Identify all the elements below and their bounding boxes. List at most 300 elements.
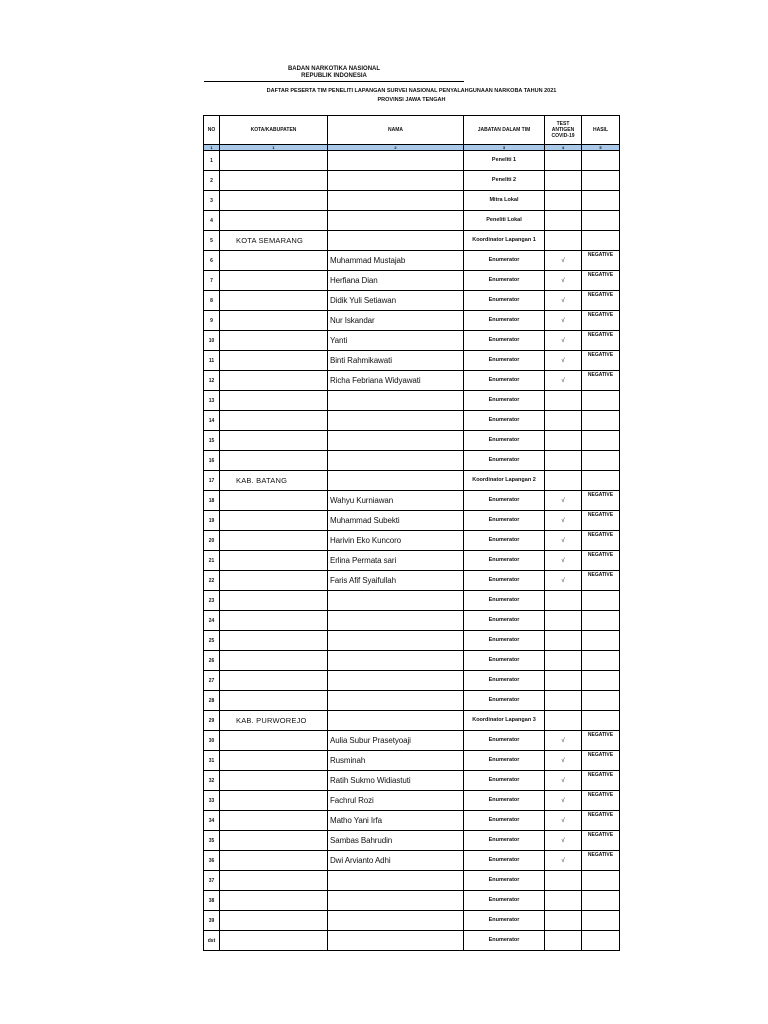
cell-jabatan: Enumerator [464,571,545,591]
cell-nama [328,171,464,191]
cell-test-antigen: √ [545,571,582,591]
cell-hasil [582,911,620,931]
cell-hasil [582,651,620,671]
cell-no: 36 [204,851,220,871]
cell-test-antigen [545,911,582,931]
cell-kota [220,511,328,531]
cell-test-antigen: √ [545,791,582,811]
cell-hasil: NEGATIVE [582,811,620,831]
table-row [204,811,620,831]
cell-test-antigen [545,691,582,711]
cell-kota [220,891,328,911]
cell-no: 38 [204,891,220,911]
cell-test-antigen: √ [545,771,582,791]
cell-nama [328,471,464,491]
table-row [204,691,620,711]
cell-kota [220,791,328,811]
cell-hasil [582,391,620,411]
cell-hasil [582,151,620,171]
cell-kota [220,731,328,751]
cell-nama: Faris Afif Syaifullah [328,571,464,591]
cell-jabatan: Enumerator [464,911,545,931]
participants-table [203,115,620,951]
cell-test-antigen: √ [545,731,582,751]
cell-hasil: NEGATIVE [582,831,620,851]
cell-test-antigen: √ [545,371,582,391]
cell-test-antigen: √ [545,851,582,871]
document-title: DAFTAR PESERTA TIM PENELITI LAPANGAN SURVEI NASIONAL PENYALAHGUNAAN NARKOBA TAHUN 2021 [266,88,557,94]
cell-hasil [582,711,620,731]
cell-no: 31 [204,751,220,771]
cell-jabatan: Enumerator [464,411,545,431]
cell-hasil [582,611,620,631]
table-row [204,191,620,211]
cell-hasil [582,191,620,211]
cell-test-antigen [545,171,582,191]
cell-nama [328,591,464,611]
cell-kota: KOTA SEMARANG [220,231,328,251]
cell-hasil [582,891,620,911]
cell-jabatan: Mitra Lokal [464,191,545,211]
table-row [204,311,620,331]
cell-kota [220,331,328,351]
table-row [204,531,620,551]
cell-hasil [582,631,620,651]
cell-hasil [582,411,620,431]
cell-jabatan: Enumerator [464,511,545,531]
cell-kota [220,371,328,391]
cell-test-antigen: √ [545,271,582,291]
cell-kota [220,171,328,191]
cell-kota [220,671,328,691]
table-row [204,271,620,291]
cell-kota [220,771,328,791]
cell-nama: Richa Febriana Widyawati [328,371,464,391]
document-subtitle: PROVINSI JAWA TENGAH [377,97,446,103]
cell-no: 24 [204,611,220,631]
cell-nama: Muhammad Mustajab [328,251,464,271]
cell-no: 26 [204,651,220,671]
table-row [204,631,620,651]
cell-kota [220,911,328,931]
cell-jabatan: Enumerator [464,831,545,851]
cell-hasil: NEGATIVE [582,291,620,311]
col-header-hasil: HASIL [582,116,620,145]
table-row [204,391,620,411]
cell-kota [220,271,328,291]
cell-no: 4 [204,211,220,231]
cell-kota [220,431,328,451]
cell-jabatan: Koordinator Lapangan 2 [464,471,545,491]
cell-no: 34 [204,811,220,831]
table-header-row [204,116,620,145]
cell-nama [328,211,464,231]
cell-nama [328,231,464,251]
cell-kota [220,311,328,331]
cell-no: 32 [204,771,220,791]
cell-hasil [582,171,620,191]
cell-test-antigen [545,451,582,471]
cell-hasil: NEGATIVE [582,571,620,591]
cell-nama: Dwi Arvianto Adhi [328,851,464,871]
cell-nama [328,391,464,411]
table-body [204,151,620,951]
cell-hasil [582,671,620,691]
col-header-no: NO [204,116,220,145]
cell-hasil: NEGATIVE [582,351,620,371]
cell-jabatan: Enumerator [464,671,545,691]
cell-no: 14 [204,411,220,431]
cell-kota [220,411,328,431]
cell-test-antigen [545,711,582,731]
cell-hasil [582,211,620,231]
table-row [204,651,620,671]
cell-test-antigen [545,671,582,691]
cell-no: 15 [204,431,220,451]
cell-hasil: NEGATIVE [582,731,620,751]
cell-nama [328,691,464,711]
cell-test-antigen: √ [545,751,582,771]
cell-nama [328,931,464,951]
table-row [204,371,620,391]
table-row [204,151,620,171]
cell-jabatan: Enumerator [464,891,545,911]
cell-test-antigen: √ [545,251,582,271]
table-row [204,571,620,591]
cell-nama [328,711,464,731]
cell-nama [328,651,464,671]
col-header-test: TEST ANTIGEN COVID-19 [545,116,582,145]
cell-nama: Wahyu Kurniawan [328,491,464,511]
cell-no: 33 [204,791,220,811]
cell-nama [328,671,464,691]
cell-kota [220,191,328,211]
cell-test-antigen: √ [545,811,582,831]
cell-nama [328,891,464,911]
cell-test-antigen [545,931,582,951]
cell-no: 29 [204,711,220,731]
cell-test-antigen [545,871,582,891]
cell-jabatan: Enumerator [464,491,545,511]
table-row [204,451,620,471]
cell-test-antigen [545,591,582,611]
table-row [204,171,620,191]
cell-no: 25 [204,631,220,651]
cell-hasil: NEGATIVE [582,491,620,511]
cell-test-antigen [545,151,582,171]
cell-nama: Sambas Bahrudin [328,831,464,851]
table-row [204,431,620,451]
cell-no: 17 [204,471,220,491]
cell-jabatan: Enumerator [464,651,545,671]
cell-kota [220,691,328,711]
cell-nama: Muhammad Subekti [328,511,464,531]
cell-hasil [582,451,620,471]
cell-test-antigen: √ [545,291,582,311]
cell-no: 27 [204,671,220,691]
cell-kota [220,251,328,271]
cell-kota [220,611,328,631]
cell-no: 28 [204,691,220,711]
cell-kota [220,871,328,891]
cell-kota [220,451,328,471]
cell-nama [328,911,464,931]
cell-no: 3 [204,191,220,211]
cell-nama [328,431,464,451]
cell-jabatan: Enumerator [464,851,545,871]
cell-no: 8 [204,291,220,311]
cell-no: 23 [204,591,220,611]
table-row [204,851,620,871]
cell-kota [220,571,328,591]
cell-kota: KAB. PURWOREJO [220,711,328,731]
cell-hasil [582,931,620,951]
cell-hasil: NEGATIVE [582,851,620,871]
cell-jabatan: Enumerator [464,311,545,331]
cell-jabatan: Koordinator Lapangan 3 [464,711,545,731]
cell-jabatan: Enumerator [464,611,545,631]
cell-jabatan: Enumerator [464,871,545,891]
cell-no: dst [204,931,220,951]
cell-test-antigen [545,191,582,211]
cell-jabatan: Enumerator [464,691,545,711]
cell-test-antigen: √ [545,311,582,331]
cell-jabatan: Enumerator [464,751,545,771]
cell-hasil: NEGATIVE [582,791,620,811]
cell-kota [220,151,328,171]
table-row [204,291,620,311]
cell-no: 1 [204,151,220,171]
col-number: 1 [204,145,220,151]
table-row [204,891,620,911]
cell-no: 37 [204,871,220,891]
cell-jabatan: Enumerator [464,431,545,451]
table-row [204,711,620,731]
cell-jabatan: Enumerator [464,731,545,751]
cell-no: 6 [204,251,220,271]
cell-hasil [582,431,620,451]
table-row [204,771,620,791]
cell-nama [328,411,464,431]
cell-hasil: NEGATIVE [582,551,620,571]
table-row [204,251,620,271]
cell-nama: Rusminah [328,751,464,771]
cell-no: 13 [204,391,220,411]
cell-no: 18 [204,491,220,511]
cell-nama [328,611,464,631]
table-row [204,671,620,691]
cell-jabatan: Peneliti Lokal [464,211,545,231]
table-row [204,551,620,571]
table-row [204,511,620,531]
cell-nama: Yanti [328,331,464,351]
cell-no: 21 [204,551,220,571]
cell-jabatan: Enumerator [464,291,545,311]
cell-kota [220,591,328,611]
cell-kota [220,531,328,551]
cell-jabatan: Enumerator [464,591,545,611]
cell-nama [328,191,464,211]
cell-no: 30 [204,731,220,751]
cell-test-antigen [545,631,582,651]
cell-test-antigen [545,431,582,451]
cell-kota [220,751,328,771]
cell-hasil [582,691,620,711]
cell-nama: Harivin Eko Kuncoro [328,531,464,551]
cell-test-antigen [545,611,582,631]
cell-no: 10 [204,331,220,351]
cell-jabatan: Peneliti 1 [464,151,545,171]
cell-hasil: NEGATIVE [582,251,620,271]
cell-no: 12 [204,371,220,391]
cell-kota [220,631,328,651]
cell-jabatan: Enumerator [464,331,545,351]
col-number: 2 [328,145,464,151]
cell-nama: Erlina Permata sari [328,551,464,571]
cell-jabatan: Koordinator Lapangan 1 [464,231,545,251]
cell-kota [220,351,328,371]
table-row [204,231,620,251]
table-row [204,831,620,851]
cell-jabatan: Enumerator [464,931,545,951]
cell-hasil [582,591,620,611]
cell-hasil: NEGATIVE [582,771,620,791]
cell-test-antigen: √ [545,331,582,351]
table-row [204,491,620,511]
cell-jabatan: Enumerator [464,271,545,291]
cell-nama: Herfiana Dian [328,271,464,291]
table-row [204,211,620,231]
table-row [204,791,620,811]
cell-jabatan: Enumerator [464,351,545,371]
cell-jabatan: Enumerator [464,551,545,571]
cell-hasil: NEGATIVE [582,751,620,771]
cell-test-antigen: √ [545,511,582,531]
cell-test-antigen: √ [545,351,582,371]
cell-test-antigen [545,211,582,231]
cell-hasil: NEGATIVE [582,271,620,291]
cell-nama: Aulia Subur Prasetyoaji [328,731,464,751]
table-row [204,911,620,931]
table-row [204,331,620,351]
cell-kota: KAB. BATANG [220,471,328,491]
col-number: 4 [545,145,582,151]
table-row [204,751,620,771]
cell-test-antigen [545,651,582,671]
cell-hasil: NEGATIVE [582,531,620,551]
cell-kota [220,391,328,411]
cell-nama: Binti Rahmikawati [328,351,464,371]
cell-no: 22 [204,571,220,591]
cell-no: 20 [204,531,220,551]
col-number: 3 [464,145,545,151]
cell-no: 39 [204,911,220,931]
cell-no: 19 [204,511,220,531]
cell-hasil [582,871,620,891]
cell-kota [220,811,328,831]
col-header-jabatan: JABATAN DALAM TIM [464,116,545,145]
cell-hasil [582,471,620,491]
cell-test-antigen [545,391,582,411]
cell-nama [328,451,464,471]
cell-no: 11 [204,351,220,371]
cell-jabatan: Enumerator [464,251,545,271]
cell-hasil: NEGATIVE [582,311,620,331]
cell-jabatan: Enumerator [464,771,545,791]
cell-no: 2 [204,171,220,191]
cell-kota [220,831,328,851]
cell-jabatan: Enumerator [464,631,545,651]
cell-kota [220,651,328,671]
cell-test-antigen: √ [545,831,582,851]
cell-no: 5 [204,231,220,251]
table-row [204,731,620,751]
cell-hasil: NEGATIVE [582,331,620,351]
cell-kota [220,211,328,231]
cell-nama [328,871,464,891]
cell-nama [328,631,464,651]
cell-no: 9 [204,311,220,331]
cell-kota [220,931,328,951]
table-row [204,591,620,611]
cell-test-antigen: √ [545,551,582,571]
cell-test-antigen [545,891,582,911]
table-row [204,871,620,891]
col-number: 1 [220,145,328,151]
cell-kota [220,851,328,871]
cell-jabatan: Enumerator [464,531,545,551]
table-row [204,411,620,431]
cell-jabatan: Enumerator [464,811,545,831]
cell-hasil: NEGATIVE [582,511,620,531]
cell-jabatan: Peneliti 2 [464,171,545,191]
organization-name: BADAN NARKOTIKA NASIONAL [287,66,381,72]
col-header-kota: KOTA/KABUPATEN [220,116,328,145]
col-number: 5 [582,145,620,151]
cell-test-antigen [545,231,582,251]
cell-jabatan: Enumerator [464,451,545,471]
table-row [204,611,620,631]
cell-no: 35 [204,831,220,851]
cell-kota [220,551,328,571]
cell-nama: Fachrul Rozi [328,791,464,811]
table-row [204,351,620,371]
cell-jabatan: Enumerator [464,791,545,811]
cell-test-antigen [545,411,582,431]
cell-jabatan: Enumerator [464,391,545,411]
cell-nama: Matho Yani Irfa [328,811,464,831]
cell-hasil [582,231,620,251]
cell-nama [328,151,464,171]
cell-nama: Nur Iskandar [328,311,464,331]
cell-nama: Didik Yuli Setiawan [328,291,464,311]
republic-name: REPUBLIK INDONESIA [301,73,367,79]
cell-hasil: NEGATIVE [582,371,620,391]
table-row [204,471,620,491]
table-row [204,931,620,951]
cell-test-antigen: √ [545,531,582,551]
cell-test-antigen: √ [545,491,582,511]
col-header-nama: NAMA [328,116,464,145]
cell-no: 7 [204,271,220,291]
cell-test-antigen [545,471,582,491]
cell-nama: Ratih Sukmo Widiastuti [328,771,464,791]
cell-no: 16 [204,451,220,471]
cell-kota [220,491,328,511]
header-divider [204,81,464,82]
cell-jabatan: Enumerator [464,371,545,391]
cell-kota [220,291,328,311]
